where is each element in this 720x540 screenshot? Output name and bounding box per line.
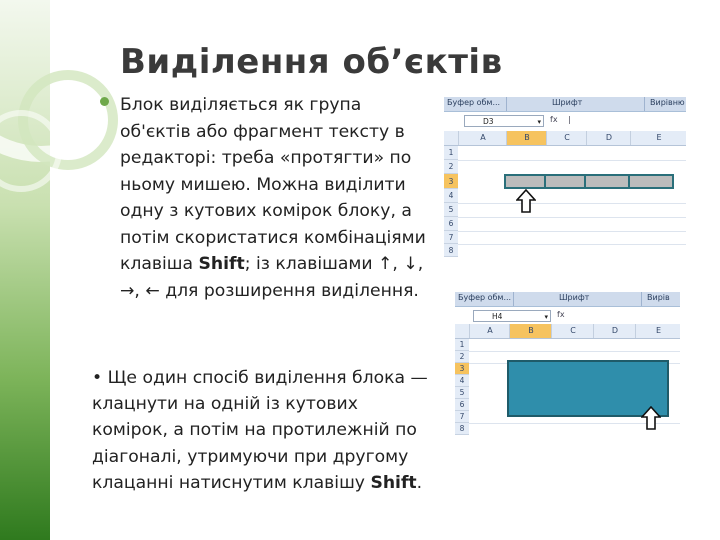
column-header[interactable]: C xyxy=(551,324,594,338)
column-header[interactable]: D xyxy=(593,324,636,338)
row-header[interactable]: 1 xyxy=(444,146,458,160)
bullet-text-1: Блок виділяється як група об'єктів або фрагмент тексту в редакторі: треба «протягти» по ньому мишею. Можна виділити одну з кутових комірок блоку, а потім скористатися комбінаціями клавіша Shift; із клавішами ↑, ↓, →, ← для розширення виділення. xyxy=(120,95,426,301)
row-header[interactable]: 1 xyxy=(455,339,469,351)
chevron-down-icon: ▾ xyxy=(544,313,548,321)
name-box[interactable]: H4 ▾ xyxy=(473,310,551,322)
row-header[interactable]: 8 xyxy=(455,423,469,435)
formula-bar xyxy=(444,114,686,129)
ribbon-bar xyxy=(444,97,686,112)
row-header[interactable]: 5 xyxy=(455,387,469,399)
column-header[interactable]: C xyxy=(546,131,587,145)
column-header[interactable]: D xyxy=(586,131,631,145)
row-header[interactable]: 3 xyxy=(444,174,458,189)
selected-cell[interactable] xyxy=(630,174,674,189)
column-header[interactable]: E xyxy=(635,324,680,338)
row-header[interactable]: 7 xyxy=(444,231,458,244)
shift-arrow-icon xyxy=(516,189,536,213)
ribbon-group-label: Шрифт xyxy=(552,98,583,107)
row-header[interactable]: 5 xyxy=(444,203,458,217)
row-header[interactable]: 2 xyxy=(444,160,458,174)
column-headers xyxy=(455,324,680,339)
column-header[interactable]: E xyxy=(630,131,686,145)
formula-bar xyxy=(455,309,680,324)
column-headers xyxy=(444,131,686,146)
ribbon-bar xyxy=(455,292,680,307)
shift-arrow-icon xyxy=(641,406,661,430)
selected-cell[interactable] xyxy=(504,174,546,189)
column-header[interactable]: A xyxy=(469,324,510,338)
row-header[interactable]: 4 xyxy=(455,375,469,387)
bullet-dot xyxy=(100,97,109,106)
bullet-text-2: • Ще один спосіб виділення блока — клацнути на одній із кутових комірок, а потім на протилежній по діагоналі, утримуючи при другому клацанні натиснутим клавішу Shift. xyxy=(92,368,428,493)
selected-cell[interactable] xyxy=(586,174,630,189)
row-header[interactable]: 6 xyxy=(444,217,458,231)
formula-divider: | xyxy=(568,115,571,124)
ribbon-group-label: Буфер обм... xyxy=(447,98,501,107)
chevron-down-icon: ▾ xyxy=(537,118,541,126)
slide-title: Виділення об’єктів xyxy=(120,42,503,82)
fx-icon: fx xyxy=(550,115,558,124)
column-header[interactable]: B xyxy=(509,324,552,338)
ribbon-group-label: Буфер обм... xyxy=(458,293,512,302)
column-header[interactable]: B xyxy=(506,131,547,145)
fx-icon: fx xyxy=(557,310,565,319)
spreadsheet-screenshot-1 xyxy=(444,97,686,257)
name-box[interactable]: D3 ▾ xyxy=(464,115,544,127)
row-header[interactable]: 6 xyxy=(455,399,469,411)
spreadsheet-screenshot-2 xyxy=(455,292,680,440)
row-header[interactable]: 8 xyxy=(444,244,458,257)
decorative-band xyxy=(0,0,50,540)
ribbon-group-label: Вирівню xyxy=(650,98,685,107)
column-header[interactable]: A xyxy=(458,131,507,145)
ribbon-group-label: Шрифт xyxy=(559,293,590,302)
row-header[interactable]: 3 xyxy=(455,363,469,375)
row-header[interactable]: 4 xyxy=(444,189,458,203)
selected-cell[interactable] xyxy=(546,174,586,189)
row-header[interactable]: 7 xyxy=(455,411,469,423)
ribbon-group-label: Вирів xyxy=(647,293,670,302)
row-header[interactable]: 2 xyxy=(455,351,469,363)
